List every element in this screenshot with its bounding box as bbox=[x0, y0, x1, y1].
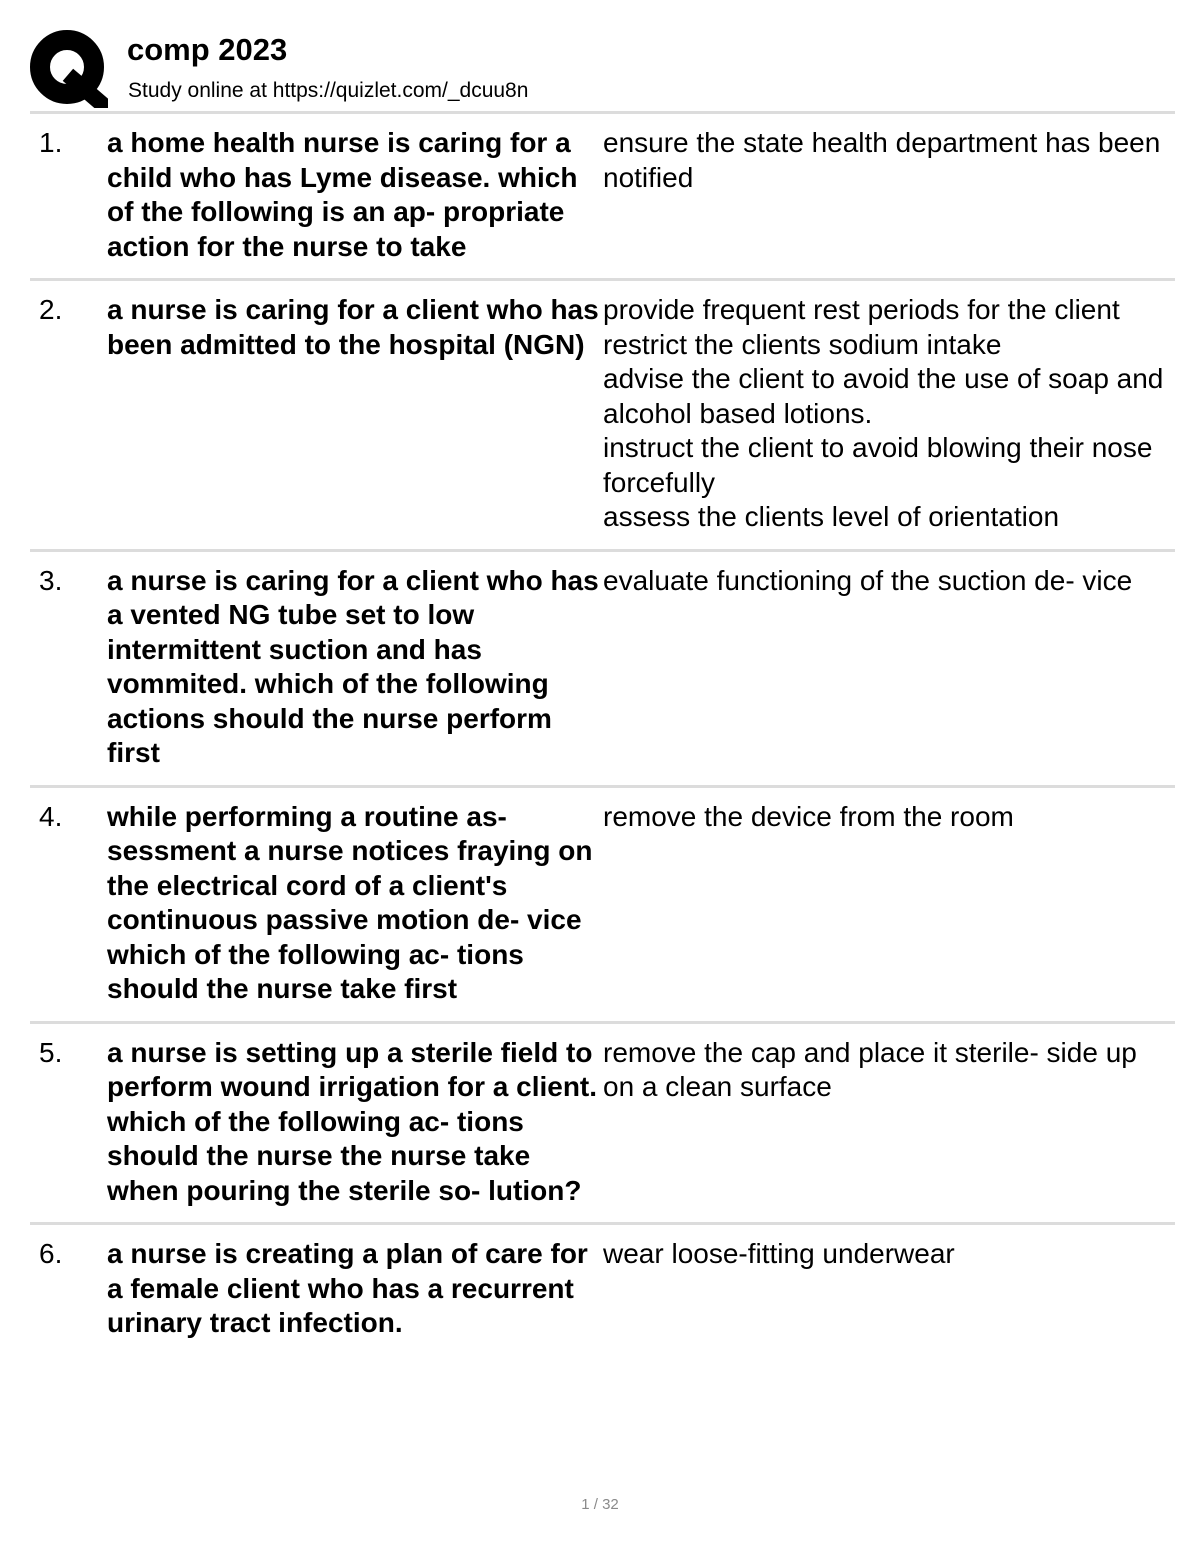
card-term: while performing a routine as- sessment a nurse notices fraying on the electrical cord of a client's continuous passive motion de- vice which of the following ac- tions should the nurse take first bbox=[107, 800, 593, 1004]
flashcard-row bbox=[30, 788, 1175, 1024]
flashcard-row bbox=[30, 1225, 1175, 1355]
card-term: a nurse is creating a plan of care for a female client who has a recurrent urinary tract infection. bbox=[107, 1238, 588, 1338]
definition-line: instruct the client to avoid blowing their nose forcefully bbox=[603, 432, 1153, 498]
card-number: 6. bbox=[39, 1238, 63, 1269]
card-term: a nurse is caring for a client who has a vented NG tube set to low intermittent suction and has vommited. which of the following actions should the nurse perform first bbox=[107, 564, 599, 768]
card-definition bbox=[603, 293, 1175, 535]
page-number: 1 / 32 bbox=[581, 1496, 619, 1513]
card-number: 2. bbox=[39, 294, 63, 325]
definition-line: assess the clients level of orientation bbox=[603, 501, 1060, 532]
definition-line: ensure the state health department has been notified bbox=[603, 127, 1161, 193]
flashcard-row bbox=[30, 114, 1175, 281]
card-definition bbox=[603, 800, 1175, 835]
definition-line: evaluate functioning of the suction de- vice bbox=[603, 564, 1133, 596]
card-term: a home health nurse is caring for a child who has Lyme disease. which of the following is an ap- propriate action for the nurse to take bbox=[107, 127, 578, 262]
deck-title: comp 2023 bbox=[127, 32, 288, 67]
study-online-link[interactable]: Study online at https://quizlet.com/_dcuu8n bbox=[128, 79, 529, 102]
card-number: 3. bbox=[39, 564, 63, 596]
card-definition bbox=[603, 564, 1175, 599]
card-number: 1. bbox=[39, 127, 63, 158]
card-number: 4. bbox=[39, 800, 63, 832]
card-definition bbox=[603, 1036, 1175, 1105]
flashcard-list bbox=[30, 114, 1175, 1355]
quizlet-q-logo-icon bbox=[30, 30, 108, 108]
card-definition bbox=[603, 126, 1175, 195]
page-header bbox=[30, 28, 1175, 112]
flashcard-row bbox=[30, 552, 1175, 788]
definition-line: remove the cap and place it sterile- side up on a clean surface bbox=[603, 1036, 1137, 1102]
definition-line: advise the client to avoid the use of soap and alcohol based lotions. bbox=[603, 363, 1164, 429]
card-definition bbox=[603, 1237, 1175, 1272]
card-term: a nurse is setting up a sterile field to perform wound irrigation for a client. which of the following ac- tions should the nurse the nurse take when pouring the sterile so- lution? bbox=[107, 1036, 598, 1206]
definition-line: provide frequent rest periods for the client bbox=[603, 294, 1120, 325]
definition-line: wear loose-fitting underwear bbox=[603, 1238, 955, 1269]
definition-line: remove the device from the room bbox=[603, 800, 1014, 832]
card-number: 5. bbox=[39, 1036, 63, 1068]
card-term: a nurse is caring for a client who has been admitted to the hospital (NGN) bbox=[107, 294, 599, 360]
flashcard-row bbox=[30, 1024, 1175, 1226]
flashcard-row bbox=[30, 281, 1175, 552]
definition-line: restrict the clients sodium intake bbox=[603, 328, 1002, 360]
